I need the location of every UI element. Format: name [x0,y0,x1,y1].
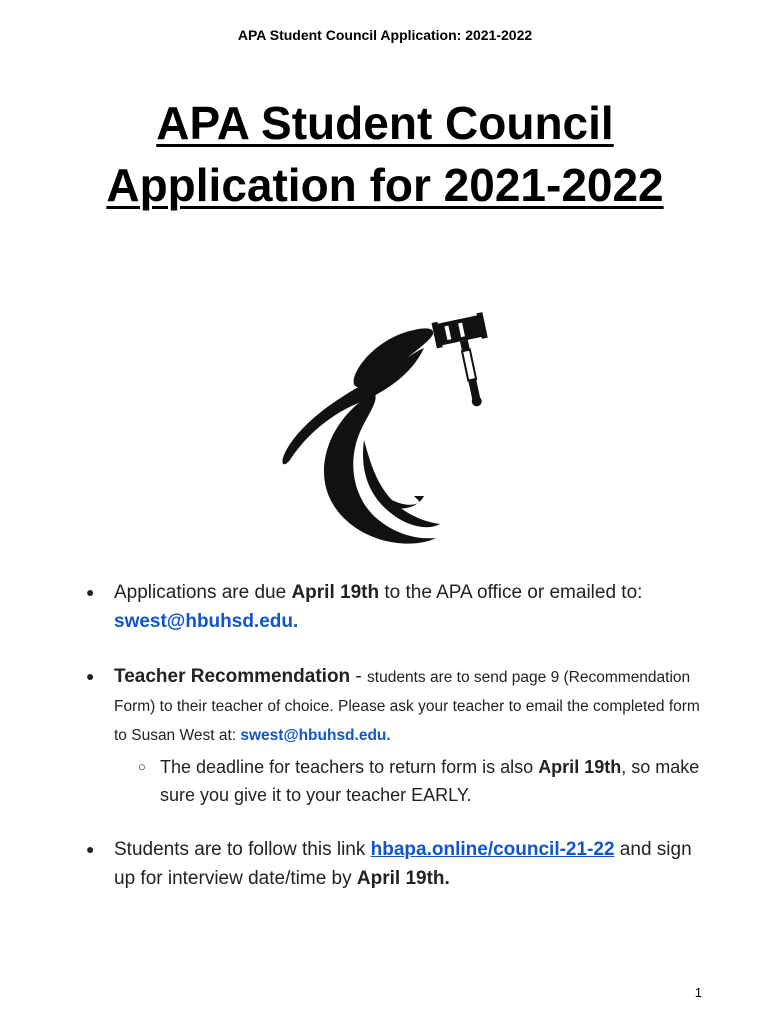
list-item: ● Students are to follow this link hbapa.online/council-21-22 and sign up for interview date/time by April 19th. [86,835,706,893]
title-line-1: APA Student Council [156,97,614,149]
bullet-icon: ● [86,841,95,857]
instructions-list [86,578,706,893]
signup-link[interactable]: hbapa.online/council-21-22 [370,839,615,860]
bullet-icon: ● [86,668,95,684]
email-link[interactable]: swest@hbuhsd.edu. [240,727,391,744]
council-logo [264,300,500,548]
page-number: 1 [694,985,702,1000]
bullet-icon: ● [86,584,95,600]
gavel-icon [431,312,500,412]
email-link[interactable]: swest@hbuhsd.edu. [114,611,299,632]
sub-list-item: ○ The deadline for teachers to return form is also April 19th, so make sure you give it to your teacher EARLY. [114,753,706,809]
page-header: APA Student Council Application: 2021-2022 [237,27,533,43]
circle-bullet-icon: ○ [138,759,146,774]
page-title [0,92,770,216]
title-line-2: Application for 2021-2022 [106,159,664,211]
list-item: ● Teacher Recommendation - students are to send page 9 (Recommendation Form) to their teacher of choice. Please ask your teacher to email the completed form to Susan West at: swest@hbuhsd.edu. ○ The deadline for teachers to return form is also April 19th, so make sure you give it to your teacher EARLY. [86,662,706,809]
list-item: ● Applications are due April 19th to the APA office or emailed to: swest@hbuhsd.edu. [86,578,706,636]
